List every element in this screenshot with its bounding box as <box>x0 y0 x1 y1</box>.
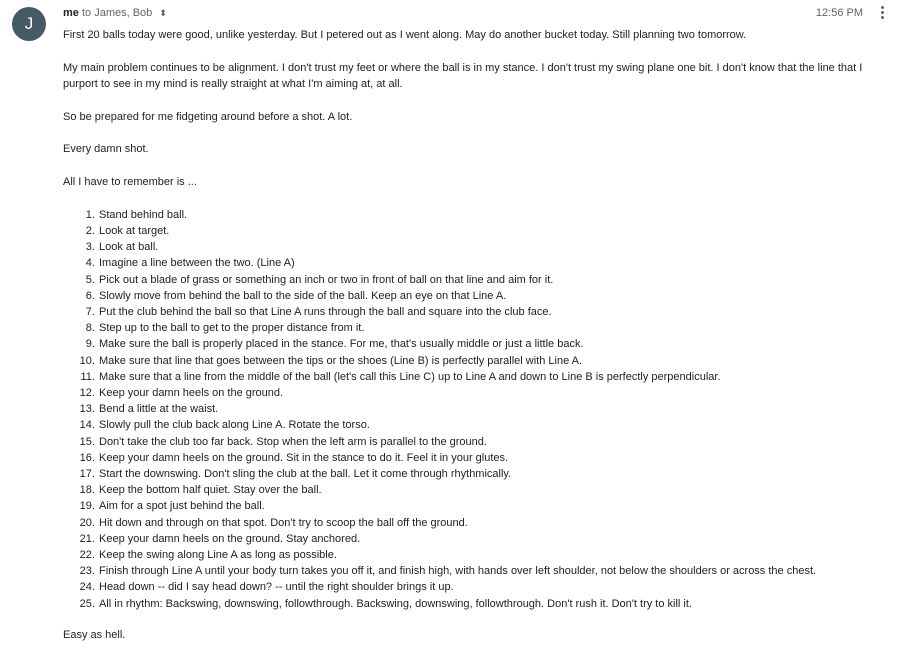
paragraph-5: All I have to remember is ... <box>63 176 197 189</box>
list-item: 11. Make sure that a line from the middle of the ball (let's call this Line C) up to Line A and down to Line B is perfectly perpendicular. <box>98 369 883 385</box>
list-item: 5. Pick out a blade of grass or something an inch or two in front of ball on that line and aim for it. <box>98 272 883 288</box>
message-body <box>63 27 883 660</box>
list-item: 17. Start the downswing. Don't sling the club at the ball. Let it come through rhythmically. <box>98 466 883 482</box>
list-item: 10. Make sure that line that goes between the tips or the shoes (Line B) is perfectly parallel with Line A. <box>98 353 883 369</box>
list-item: 22. Keep the swing along Line A as long as possible. <box>98 547 883 563</box>
paragraph-1: First 20 balls today were good, unlike yesterday. But I petered out as I went along. May do another bucket today. Still planning two tomorrow. <box>63 29 747 41</box>
message-header <box>63 5 167 21</box>
more-vertical-icon[interactable] <box>876 4 888 22</box>
list-item: 23. Finish through Line A until your body turn takes you off it, and finish high, with hands over left shoulder, not below the shoulders or across the chest. <box>98 563 883 579</box>
paragraph-2: My main problem continues to be alignment. I don't trust my feet or where the ball is in my stance. I don't trust my swing plane one bit. I don't know that the line that I purport to see in my mind is really straight at what I'm aiming at, at all. <box>63 61 863 90</box>
message-time: 12:56 PM <box>815 7 863 19</box>
list-item: 3. Look at ball. <box>98 239 883 255</box>
list-item: 4. Imagine a line between the two. (Line A) <box>98 255 883 271</box>
avatar[interactable]: J <box>12 7 46 41</box>
paragraph-4: Every damn shot. <box>63 143 149 156</box>
list-item: 25. All in rhythm: Backswing, downswing, followthrough. Backswing, downswing, followthrough. Don't rush it. Don't try to kill it. <box>98 596 883 612</box>
list-item: 8. Step up to the ball to get to the proper distance from it. <box>98 320 883 336</box>
list-item: 1. Stand behind ball. <box>98 207 883 223</box>
list-item: 21. Keep your damn heels on the ground. Stay anchored. <box>98 531 883 547</box>
list-item: 19. Aim for a spot just behind the ball. <box>98 498 883 514</box>
list-item: 14. Slowly pull the club back along Line A. Rotate the torso. <box>98 417 883 433</box>
list-item: 20. Hit down and through on that spot. Don't try to scoop the ball off the ground. <box>98 515 883 531</box>
list-item: 24. Head down -- did I say head down? -- until the right shoulder brings it up. <box>98 579 883 595</box>
list-item: 2. Look at target. <box>98 223 883 239</box>
list-item: 7. Put the club behind the ball so that Line A runs through the ball and square into the club face. <box>98 304 883 320</box>
recipients: to James, Bob <box>81 7 153 19</box>
list-item: 6. Slowly move from behind the ball to the side of the ball. Keep an eye on that Line A. <box>98 288 883 304</box>
paragraph-3: So be prepared for me fidgeting around before a shot. A lot. <box>63 110 353 123</box>
list-item: 9. Make sure the ball is properly placed in the stance. For me, that's usually middle or just a little back. <box>98 336 883 352</box>
chevron-down-icon[interactable]: ⬍ <box>159 8 167 18</box>
sender-name[interactable]: me <box>63 7 79 19</box>
closing-line: Easy as hell. <box>63 628 126 641</box>
list-item: 13. Bend a little at the waist. <box>98 401 883 417</box>
list-item: 18. Keep the bottom half quiet. Stay over the ball. <box>98 482 883 498</box>
list-item: 12. Keep your damn heels on the ground. <box>98 385 883 401</box>
steps-list <box>63 207 883 612</box>
list-item: 16. Keep your damn heels on the ground. Sit in the stance to do it. Feel it in your glutes. <box>98 450 883 466</box>
list-item: 15. Don't take the club too far back. Stop when the left arm is parallel to the ground. <box>98 434 883 450</box>
